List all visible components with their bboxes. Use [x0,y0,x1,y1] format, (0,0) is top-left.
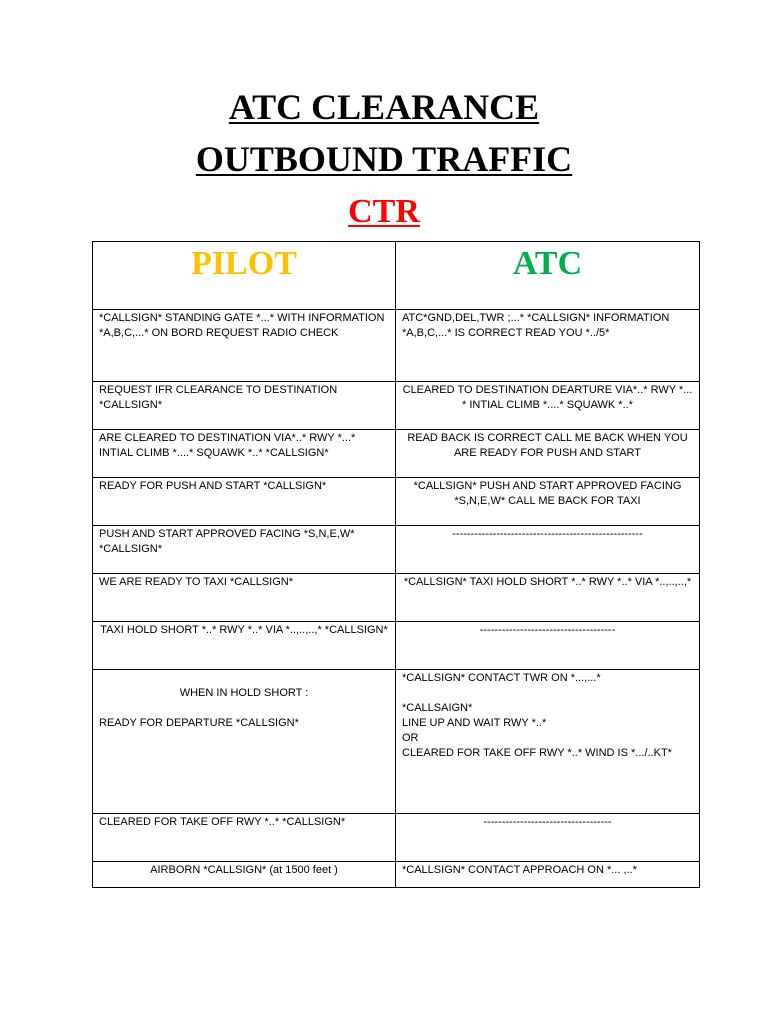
pilot-cell: AIRBORN *CALLSIGN* (at 1500 feet ) [93,862,396,888]
title-line-2: OUTBOUND TRAFFIC [195,139,573,179]
atc-cell: ----------------------------------- [396,814,700,862]
pilot-cell: PUSH AND START APPROVED FACING *S,N,E,W* *CALLSIGN* [93,526,396,574]
atc-cell: READ BACK IS CORRECT CALL ME BACK WHEN YOU ARE READY FOR PUSH AND START [396,430,700,478]
pilot-cell: WE ARE READY TO TAXI *CALLSIGN* [93,574,396,622]
pilot-cell [93,670,396,814]
table-header-row [93,242,700,310]
pilot-cell: ARE CLEARED TO DESTINATION VIA*..* RWY *...* INTIAL CLIMB *....* SQUAWK *..* *CALLSIGN* [93,430,396,478]
pilot-cell: READY FOR PUSH AND START *CALLSIGN* [93,478,396,526]
table-row [93,574,700,622]
atc-cell: *CALLSIGN* CONTACT TWR ON *...,...* *CALLSAIGN* LINE UP AND WAIT RWY *..* OR CLEARED FOR TAKE OFF RWY *..* WIND IS *.../..KT* [396,670,700,814]
atc-cell: ------------------------------------- [396,622,700,670]
hold-short-request: READY FOR DEPARTURE *CALLSIGN* [99,717,299,729]
column-header-pilot: PILOT [93,242,396,310]
pilot-cell: *CALLSIGN* STANDING GATE *...* WITH INFORMATION *A,B,C,...* ON BORD REQUEST RADIO CHECK [93,310,396,382]
atc-cell: ATC*GND,DEL,TWR ;...* *CALLSIGN* INFORMATION *A,B,C,...* IS CORRECT READ YOU *../5* [396,310,700,382]
atc-cell: *CALLSIGN* PUSH AND START APPROVED FACING *S,N,E,W* CALL ME BACK FOR TAXI [396,478,700,526]
table-row [93,478,700,526]
table-row [93,430,700,478]
pilot-cell: CLEARED FOR TAKE OFF RWY *..* *CALLSIGN* [93,814,396,862]
atc-cell: ---------------------------------------------------- [396,526,700,574]
title-line-1: ATC CLEARANCE [228,87,540,127]
table-row [93,382,700,430]
table-row [93,862,700,888]
column-header-atc: ATC [396,242,700,310]
table-row [93,310,700,382]
table-row [93,526,700,574]
atc-phraseology-table [92,241,700,888]
table-row [93,622,700,670]
atc-cell: CLEARED TO DESTINATION DEARTURE VIA*..* RWY *... * INTIAL CLIMB *....* SQUAWK *..* [396,382,700,430]
pilot-cell: TAXI HOLD SHORT *..* RWY *..* VIA *..,..,..,* *CALLSIGN* [93,622,396,670]
table-row [93,814,700,862]
atc-cell: *CALLSIGN* CONTACT APPROACH ON *... ,..* [396,862,700,888]
title-line-3: CTR [348,193,420,230]
hold-short-heading: WHEN IN HOLD SHORT : [179,687,309,699]
table-row [93,670,700,814]
atc-cell: *CALLSIGN* TAXI HOLD SHORT *..* RWY *..* VIA *..,..,..,* [396,574,700,622]
pilot-cell: REQUEST IFR CLEARANCE TO DESTINATION *CALLSIGN* [93,382,396,430]
